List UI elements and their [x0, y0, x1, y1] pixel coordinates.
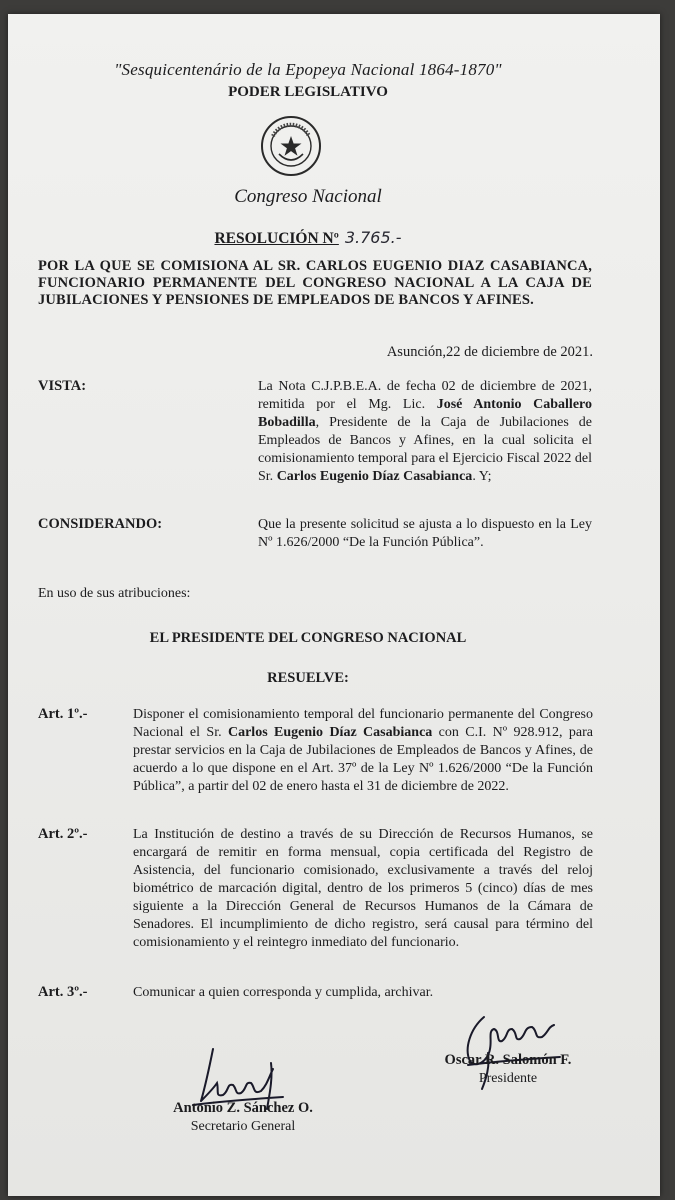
vista-text-part: La Nota C.J.P.B.E.A. de fecha 02 de diciembre de 2021, remitida por el Mg. Lic.	[258, 379, 592, 412]
institution-name: Congreso Nacional	[234, 186, 382, 207]
article-1-text-part: Disponer el comisionamiento temporal del funcionario permanente del Congreso Nacional el Sr.	[133, 707, 593, 740]
vista-text-part: . Y;	[472, 469, 492, 484]
resolution-heading	[8, 228, 608, 248]
motto: "Sesquicentenário de la Epopeya Nacional 1864-1870"	[114, 60, 502, 79]
article-2-label: Art. 2º.-	[38, 826, 88, 842]
vista-text-part: , Presidente de la Caja de Jubilaciones de Empleados de Bancos y Afines, en la cual solicita el comisionamiento temporal para el Ejercicio Fiscal 2022 del Sr.	[258, 415, 592, 484]
resolution-label: RESOLUCIÓN Nº	[214, 230, 339, 247]
vista-name-sender: José Antonio Caballero Bobadilla	[258, 397, 592, 430]
president-heading: EL PRESIDENTE DEL CONGRESO NACIONAL	[149, 630, 467, 646]
vista-text	[258, 378, 592, 486]
president-role: Presidente	[478, 1071, 538, 1086]
national-seal-icon	[259, 114, 323, 178]
article-1-label: Art. 1º.-	[38, 706, 88, 722]
article-3-label: Art. 3º.-	[38, 984, 88, 1000]
legislative-power-heading: PODER LEGISLATIVO	[228, 84, 388, 100]
resolution-number: 3.765.-	[344, 228, 402, 247]
powers-statement: En uso de sus atribuciones:	[38, 586, 191, 601]
considerando-label: CONSIDERANDO:	[38, 516, 163, 532]
vista-name-official: Carlos Eugenio Díaz Casabianca	[276, 469, 473, 484]
vista-label: VISTA:	[38, 378, 87, 394]
resuelve-heading: RESUELVE:	[267, 670, 349, 686]
article-3-text: Comunicar a quien corresponda y cumplida, archivar.	[133, 985, 434, 1000]
article-2-text: La Institución de destino a través de su Dirección de Recursos Humanos, se encargará de remitir en forma mensual, copia certificada del Registro de Asistencia, del funcionario comisionado, exclusivamente a través del reloj biométrico de marcación digital, dentro de los primeros 5 (cinco) días de mes siguiente a la Dirección General de Recursos Humanos de la Cámara de Senadores. El incumplimiento de dicho registro, será causal para término del comisionamiento y el reintegro inmediato del funcionario.	[133, 827, 593, 950]
article-1-text	[133, 706, 593, 796]
resolution-title: POR LA QUE SE COMISIONA AL SR. CARLOS EUGENIO DIAZ CASABIANCA, FUNCIONARIO PERMANENTE DEL CONGRESO NACIONAL A LA CAJA DE JUBILACIONES Y PENSIONES DE EMPLEADOS DE BANCOS Y AFINES.	[38, 258, 592, 308]
secretary-name: Antonio Z. Sánchez O.	[173, 1100, 313, 1116]
document-page	[8, 14, 660, 1196]
considerando-text: Que la presente solicitud se ajusta a lo dispuesto en la Ley Nº 1.626/2000 “De la Función Pública”.	[258, 517, 592, 550]
president-name: Oscar R. Salomón F.	[444, 1052, 572, 1068]
article-1-text-part: con C.I. Nº 928.912, para prestar servicios en la Caja de Jubilaciones de Empleados de Bancos y Afines, de acuerdo a lo que dispone en el Art. 37º de la Ley Nº 1.626/2000 “De la Función Pública”, a partir del 02 de enero hasta el 31 de diciembre de 2022.	[133, 725, 593, 794]
article-1-official-name: Carlos Eugenio Díaz Casabianca	[227, 725, 433, 740]
resolution-date: Asunción,22 de diciembre de 2021.	[386, 344, 593, 360]
secretary-role: Secretario General	[190, 1119, 296, 1134]
